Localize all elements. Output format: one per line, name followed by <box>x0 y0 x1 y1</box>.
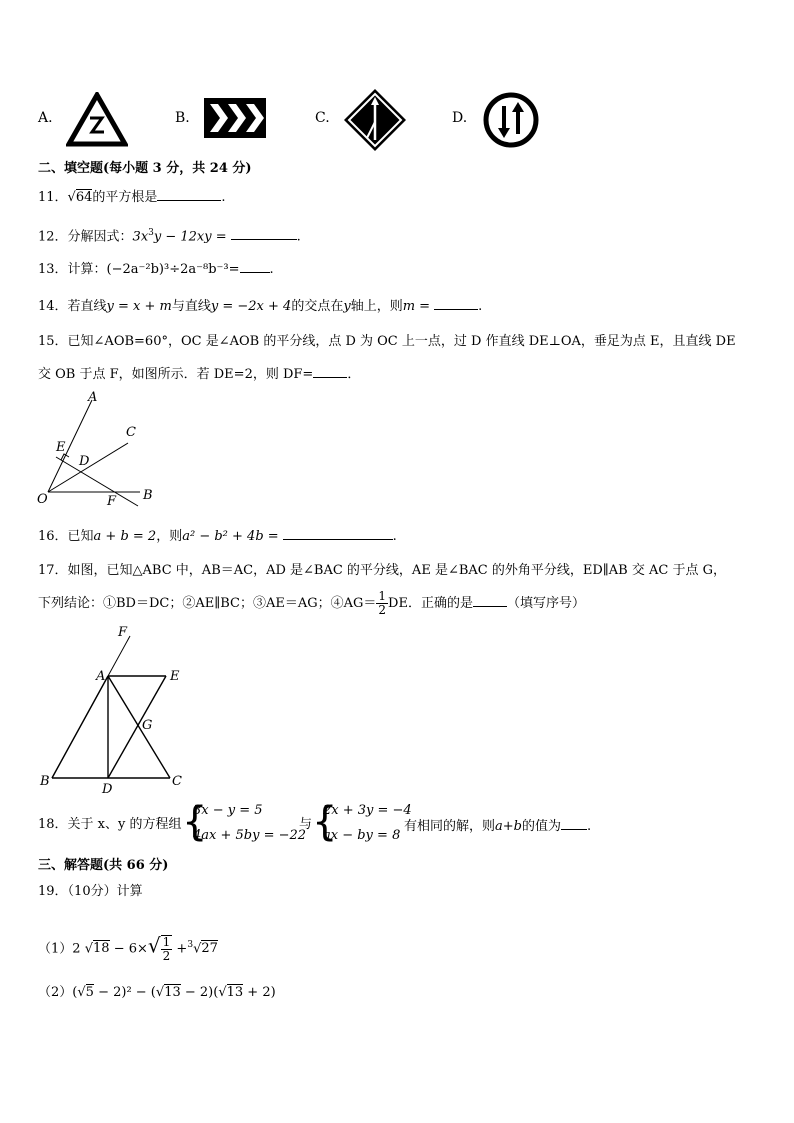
question-19-part-1: （1）2 √18 − 6×√ $\frac{1}{2}$ +$^3$√27 <box>38 933 218 963</box>
question-18-suffix: 有相同的解，则a+b的值为 . <box>404 819 592 834</box>
two-way-arrows-sign-icon <box>482 92 540 148</box>
system1-eq2: 4ax + 5by = −22 <box>193 828 307 843</box>
answer-blank[interactable] <box>434 297 478 310</box>
question-14: 14．若直线y = x + m与直线y = −2x + 4的交点在y轴上，则m = . <box>38 299 483 314</box>
radicand: 64 <box>75 190 93 205</box>
label-a: A <box>88 390 98 405</box>
label-e: E <box>56 440 66 455</box>
option-d-label: D. <box>452 110 468 126</box>
diamond-merge-sign-icon <box>343 88 407 152</box>
sqrt-symbol: √ <box>67 190 76 205</box>
label-a: A <box>96 669 106 684</box>
section-3-title: 三、解答题(共 66 分) <box>38 858 169 873</box>
label-b: B <box>143 488 153 503</box>
label-c: C <box>172 774 182 789</box>
question-12: 12．分解因式：$3x^3y - 12xy$ = . <box>38 228 301 245</box>
question-11: 11．√64的平方根是 . <box>38 190 226 205</box>
question-15-line-1: 15．已知∠AOB=60°，OC 是∠AOB 的平分线，点 D 为 OC 上一点，过 D 作直线 DE⊥OA，垂足为点 E，且直线 DE <box>38 334 736 349</box>
fraction-one-half: $\frac{1}{2}$ <box>162 934 171 963</box>
system2-eq1: 2x + 3y = −4 <box>323 803 412 818</box>
label-b: B <box>40 774 50 789</box>
answer-blank[interactable] <box>240 260 270 273</box>
option-a-label: A. <box>38 110 53 126</box>
question-18-prefix: 18．关于 x、y 的方程组 <box>38 817 182 832</box>
question-16: 16．已知a + b = 2，则a² − b² + 4b = . <box>38 529 397 544</box>
figure-angle-bisector <box>34 388 164 510</box>
answer-blank[interactable] <box>231 227 297 240</box>
question-15-line-2: 交 OB 于点 F，如图所示．若 DE=2，则 DF= ． <box>38 367 361 382</box>
option-b-label: B. <box>175 110 190 126</box>
answer-blank[interactable] <box>561 817 587 830</box>
label-e: E <box>170 669 180 684</box>
fraction-one-half: $\frac{1}{2}$ <box>378 589 387 617</box>
answer-blank[interactable] <box>473 594 507 607</box>
section-2-title: 二、填空题(每小题 3 分，共 24 分) <box>38 161 252 176</box>
option-c-label: C. <box>315 110 330 126</box>
label-d: D <box>79 454 90 469</box>
question-19-heading: 19．（10分）计算 <box>38 884 143 899</box>
question-19-part-2: （2）(√5 − 2)² − (√13 − 2)(√13 + 2) <box>38 985 276 1000</box>
triangle-zigzag-sign-icon <box>66 92 128 148</box>
question-17-line-1: 17．如图，已知△ABC 中，AB＝AC，AD 是∠BAC 的平分线，AE 是∠BAC 的外角平分线，ED∥AB 交 AC 于点 G， <box>38 563 726 578</box>
label-g: G <box>142 718 153 733</box>
answer-blank[interactable] <box>283 527 393 540</box>
label-f: F <box>118 625 128 640</box>
label-d: D <box>102 782 113 797</box>
left-brace-1: { <box>182 799 208 845</box>
left-brace-2: { <box>312 799 338 845</box>
system1-eq1: 3x − y = 5 <box>193 803 263 818</box>
connector-with: 与 <box>299 817 313 832</box>
chevron-arrows-sign-icon <box>204 98 266 138</box>
system2-eq2: ax − by = 8 <box>323 828 401 843</box>
question-13: 13．计算：(−2a⁻²b)³÷2a⁻⁸b⁻³= . <box>38 262 274 277</box>
label-f: F <box>107 494 117 509</box>
answer-blank[interactable] <box>313 365 347 378</box>
label-o: O <box>37 492 48 507</box>
label-c: C <box>126 425 136 440</box>
figure-isosceles-triangle <box>34 622 194 797</box>
answer-blank[interactable] <box>157 188 221 201</box>
question-17-line-2: 下列结论：①BD＝DC；②AE∥BC；③AE＝AG；④AG＝ $\frac{1}{2}$ DE．正确的是 （填写序号） <box>38 589 585 617</box>
